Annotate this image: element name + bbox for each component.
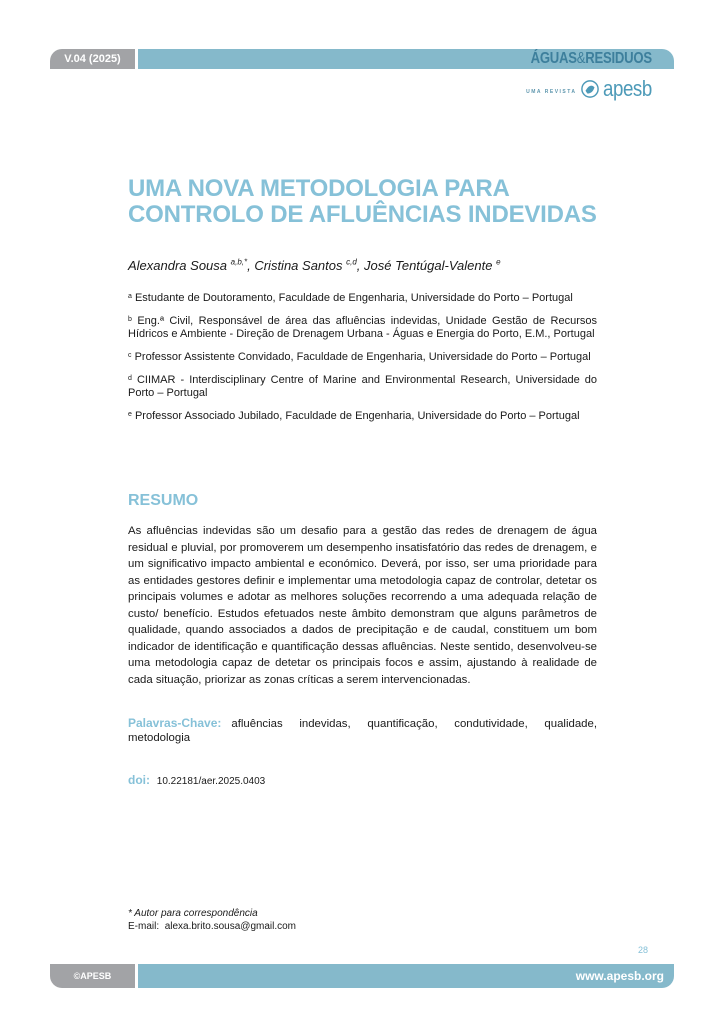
volume-label: V.04 (2025) xyxy=(64,53,121,65)
email-label: E-mail: xyxy=(128,921,160,932)
keywords xyxy=(128,716,597,745)
copyright-badge xyxy=(50,964,135,988)
correspondence xyxy=(128,907,296,933)
article-title xyxy=(128,176,608,228)
author-affil-marks: a,b,* xyxy=(230,258,248,267)
affiliation-item xyxy=(128,408,597,423)
publisher-name: apesb xyxy=(602,76,652,101)
brand-ampersand: & xyxy=(576,50,586,67)
keywords-label: Palavras-Chave: xyxy=(128,716,222,730)
abstract-text: As afluências indevidas são um desafio para a gestão das redes de drenagem de água residual e pluvial, por promoverem um desempenho insatisfatório das redes de drenagem, e um significativo impacto ambiental e económico. Deverá, por isso, ser uma prioridade para as entidades gestores definir e implementar uma metodologia capaz de controlar, detetar os principais volumes e adotar as melhores soluções recorrendo a uma adequada relação de custo/ benefício. Estudos efetuados neste âmbito demonstram que alguns parâmetros de qualidade, quando associados a dados de precipitação e de caudal, constituem um bom indicador de identificação e quantificação dessas afluências. Neste sentido, desenvolveu-se uma metodologia capaz de detetar os principais focos e assim, ajustando à realidade de cada situação, priorizar as zonas críticas a serem intervencionadas. xyxy=(128,525,597,686)
volume-badge xyxy=(50,49,135,69)
affiliation-text: Eng.ª Civil, Responsável de área das afluências indevidas, Unidade Gestão de Recursos Hídricos e Ambiente - Direção de Drenagem Urbana - Águas e Energia do Porto, E.M., Portugal xyxy=(128,315,597,340)
footer-bar xyxy=(138,964,674,988)
email-link[interactable]: alexa.brito.sousa@gmail.com xyxy=(164,921,297,932)
page-number: 28 xyxy=(638,945,649,955)
correspondence-note: * Autor para correspondência xyxy=(128,908,258,919)
author-separator: , xyxy=(247,258,255,274)
doi-label: doi: xyxy=(128,773,150,787)
affiliation-mark: b xyxy=(128,316,132,323)
publisher-logo xyxy=(526,78,652,100)
affiliation-text: Estudante de Doutoramento, Faculdade de Engenharia, Universidade do Porto – Portugal xyxy=(134,292,573,304)
tagline: UMA REVISTA xyxy=(526,89,577,95)
affiliation-item xyxy=(128,313,597,341)
affiliation-mark: a xyxy=(128,293,132,300)
website-link[interactable]: www.apesb.org xyxy=(575,969,664,983)
brand-word-aguas: ÁGUAS xyxy=(530,50,577,67)
affiliation-text: Professor Associado Jubilado, Faculdade de Engenharia, Universidade do Porto – Portugal xyxy=(134,410,580,422)
affiliation-text: CIIMAR - Interdisciplinary Centre of Marine and Environmental Research, Universidade do Porto – Portugal xyxy=(128,374,597,399)
author-separator: , xyxy=(356,258,365,274)
affiliation-mark: e xyxy=(128,411,132,418)
author xyxy=(254,258,364,273)
affiliation-text: Professor Assistente Convidado, Faculdade de Engenharia, Universidade do Porto – Portugal xyxy=(134,351,591,363)
affiliation-mark: c xyxy=(128,352,132,359)
author xyxy=(128,258,254,273)
affiliation-item xyxy=(128,290,597,305)
apesb-drop-icon xyxy=(581,80,599,98)
abstract-heading: RESUMO xyxy=(128,492,199,509)
affiliation-list xyxy=(128,290,597,431)
doi-link[interactable]: 10.22181/aer.2025.0403 xyxy=(156,776,266,787)
title-line-1: UMA NOVA METODOLOGIA PARA xyxy=(128,175,510,202)
copyright-label: ©APESB xyxy=(73,971,112,981)
author-list xyxy=(128,258,608,273)
author-name: José Tentúgal-Valente xyxy=(364,258,493,274)
affiliation-item xyxy=(128,372,597,400)
doi xyxy=(128,773,265,787)
author-affil-marks: e xyxy=(496,258,501,267)
affiliation-mark: d xyxy=(128,375,132,382)
author-name: Alexandra Sousa xyxy=(128,258,228,274)
title-line-2: CONTROLO DE AFLUÊNCIAS INDEVIDAS xyxy=(128,201,597,228)
author-affil-marks: c,d xyxy=(346,258,357,267)
journal-brand xyxy=(531,50,652,68)
affiliation-item xyxy=(128,349,597,364)
keywords-text: afluências indevidas, quantificação, condutividade, qualidade, metodologia xyxy=(128,718,597,744)
brand-word-residuos: RESIDUOS xyxy=(585,50,652,67)
correspondence-email xyxy=(128,920,296,933)
author-name: Cristina Santos xyxy=(254,258,343,274)
author xyxy=(364,258,501,273)
